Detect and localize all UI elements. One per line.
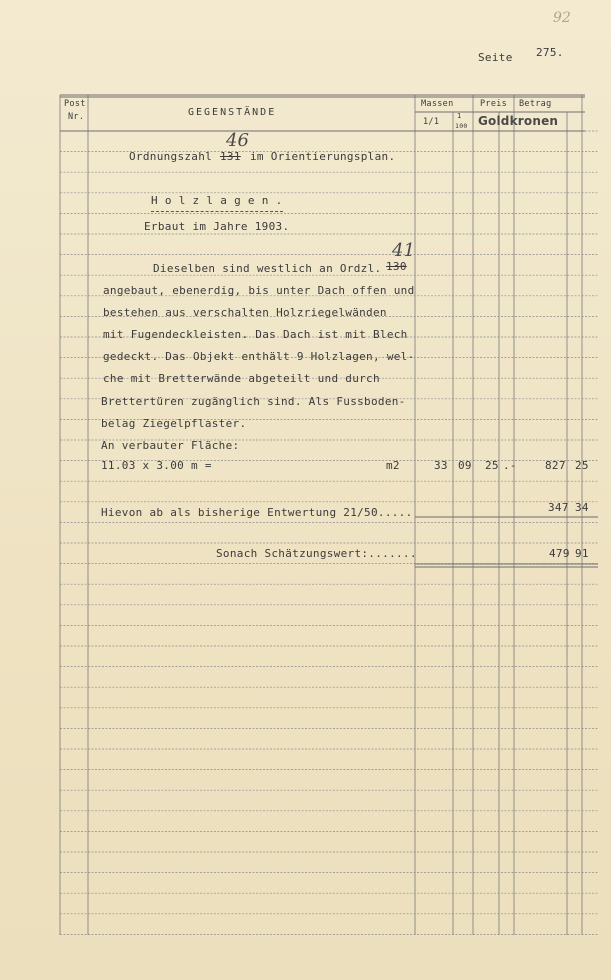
description-struck: 130 <box>386 260 407 273</box>
header-unit-whole: 1/1 <box>423 117 440 127</box>
header-fraction-top: 1 <box>457 112 462 120</box>
description-first: Dieselben sind westlich an Ordzl. <box>153 262 382 275</box>
header-preis: Preis <box>480 99 508 109</box>
ordnung-before: Ordnungszahl <box>129 150 213 163</box>
section-title: H o l z l a g e n . <box>151 194 283 212</box>
result-betrag-frac: 91 <box>575 547 589 560</box>
result-betrag-whole: 479 <box>549 547 570 560</box>
ordnung-struck: 131 <box>220 150 241 163</box>
header-massen: Massen <box>421 99 454 109</box>
corner-mark: 92 <box>553 10 571 26</box>
description-line: Brettertüren zugänglich sind. Als Fussboden- <box>101 395 406 408</box>
description-line: bestehen aus verschalten Holzriegelwänden <box>103 306 387 319</box>
page-number: 275. <box>536 46 564 59</box>
area-label: An verbauter Fläche: <box>101 439 240 452</box>
page-label: Seite <box>478 51 513 64</box>
header-currency: Goldkronen <box>478 114 559 128</box>
deduction-betrag-whole: 347 <box>548 501 569 514</box>
deduction-betrag-frac: 34 <box>575 501 589 514</box>
calc-betrag-whole: 827 <box>545 459 566 472</box>
header-fraction-bottom: 100 <box>455 122 468 130</box>
calc-unit: m2 <box>386 459 400 472</box>
header-betrag: Betrag <box>519 99 552 109</box>
built-year: Erbaut im Jahre 1903. <box>144 220 290 233</box>
header-nr: Nr. <box>68 112 85 122</box>
calc-preis-frac: .- <box>503 459 517 472</box>
deduction-label: Hievon ab als bisherige Entwertung 21/50..... <box>101 506 413 519</box>
header-post: Post <box>64 99 86 109</box>
description-line: angebaut, ebenerdig, bis unter Dach offen und <box>103 284 415 297</box>
calc-massen-frac: 09 <box>458 459 472 472</box>
result-label: Sonach Schätzungswert:....... <box>216 547 417 560</box>
calc-preis-whole: 25 <box>485 459 499 472</box>
description-line: gedeckt. Das Objekt enthält 9 Holzlagen, wel- <box>103 350 415 363</box>
header-gegenstaende: GEGENSTÄNDE <box>188 107 277 118</box>
description-line: belag Ziegelpflaster. <box>101 417 247 430</box>
calc-formula: 11.03 x 3.00 m = <box>101 459 212 472</box>
ordnung-after: im Orientierungsplan. <box>250 150 396 163</box>
description-line: mit Fugendeckleisten. Das Dach ist mit Blech <box>103 328 408 341</box>
ordnung-handwritten: 46 <box>226 130 249 151</box>
description-handwritten: 41 <box>392 240 415 261</box>
description-line: che mit Bretterwände abgeteilt und durch <box>103 372 380 385</box>
calc-betrag-frac: 25 <box>575 459 589 472</box>
calc-massen-whole: 33 <box>434 459 448 472</box>
